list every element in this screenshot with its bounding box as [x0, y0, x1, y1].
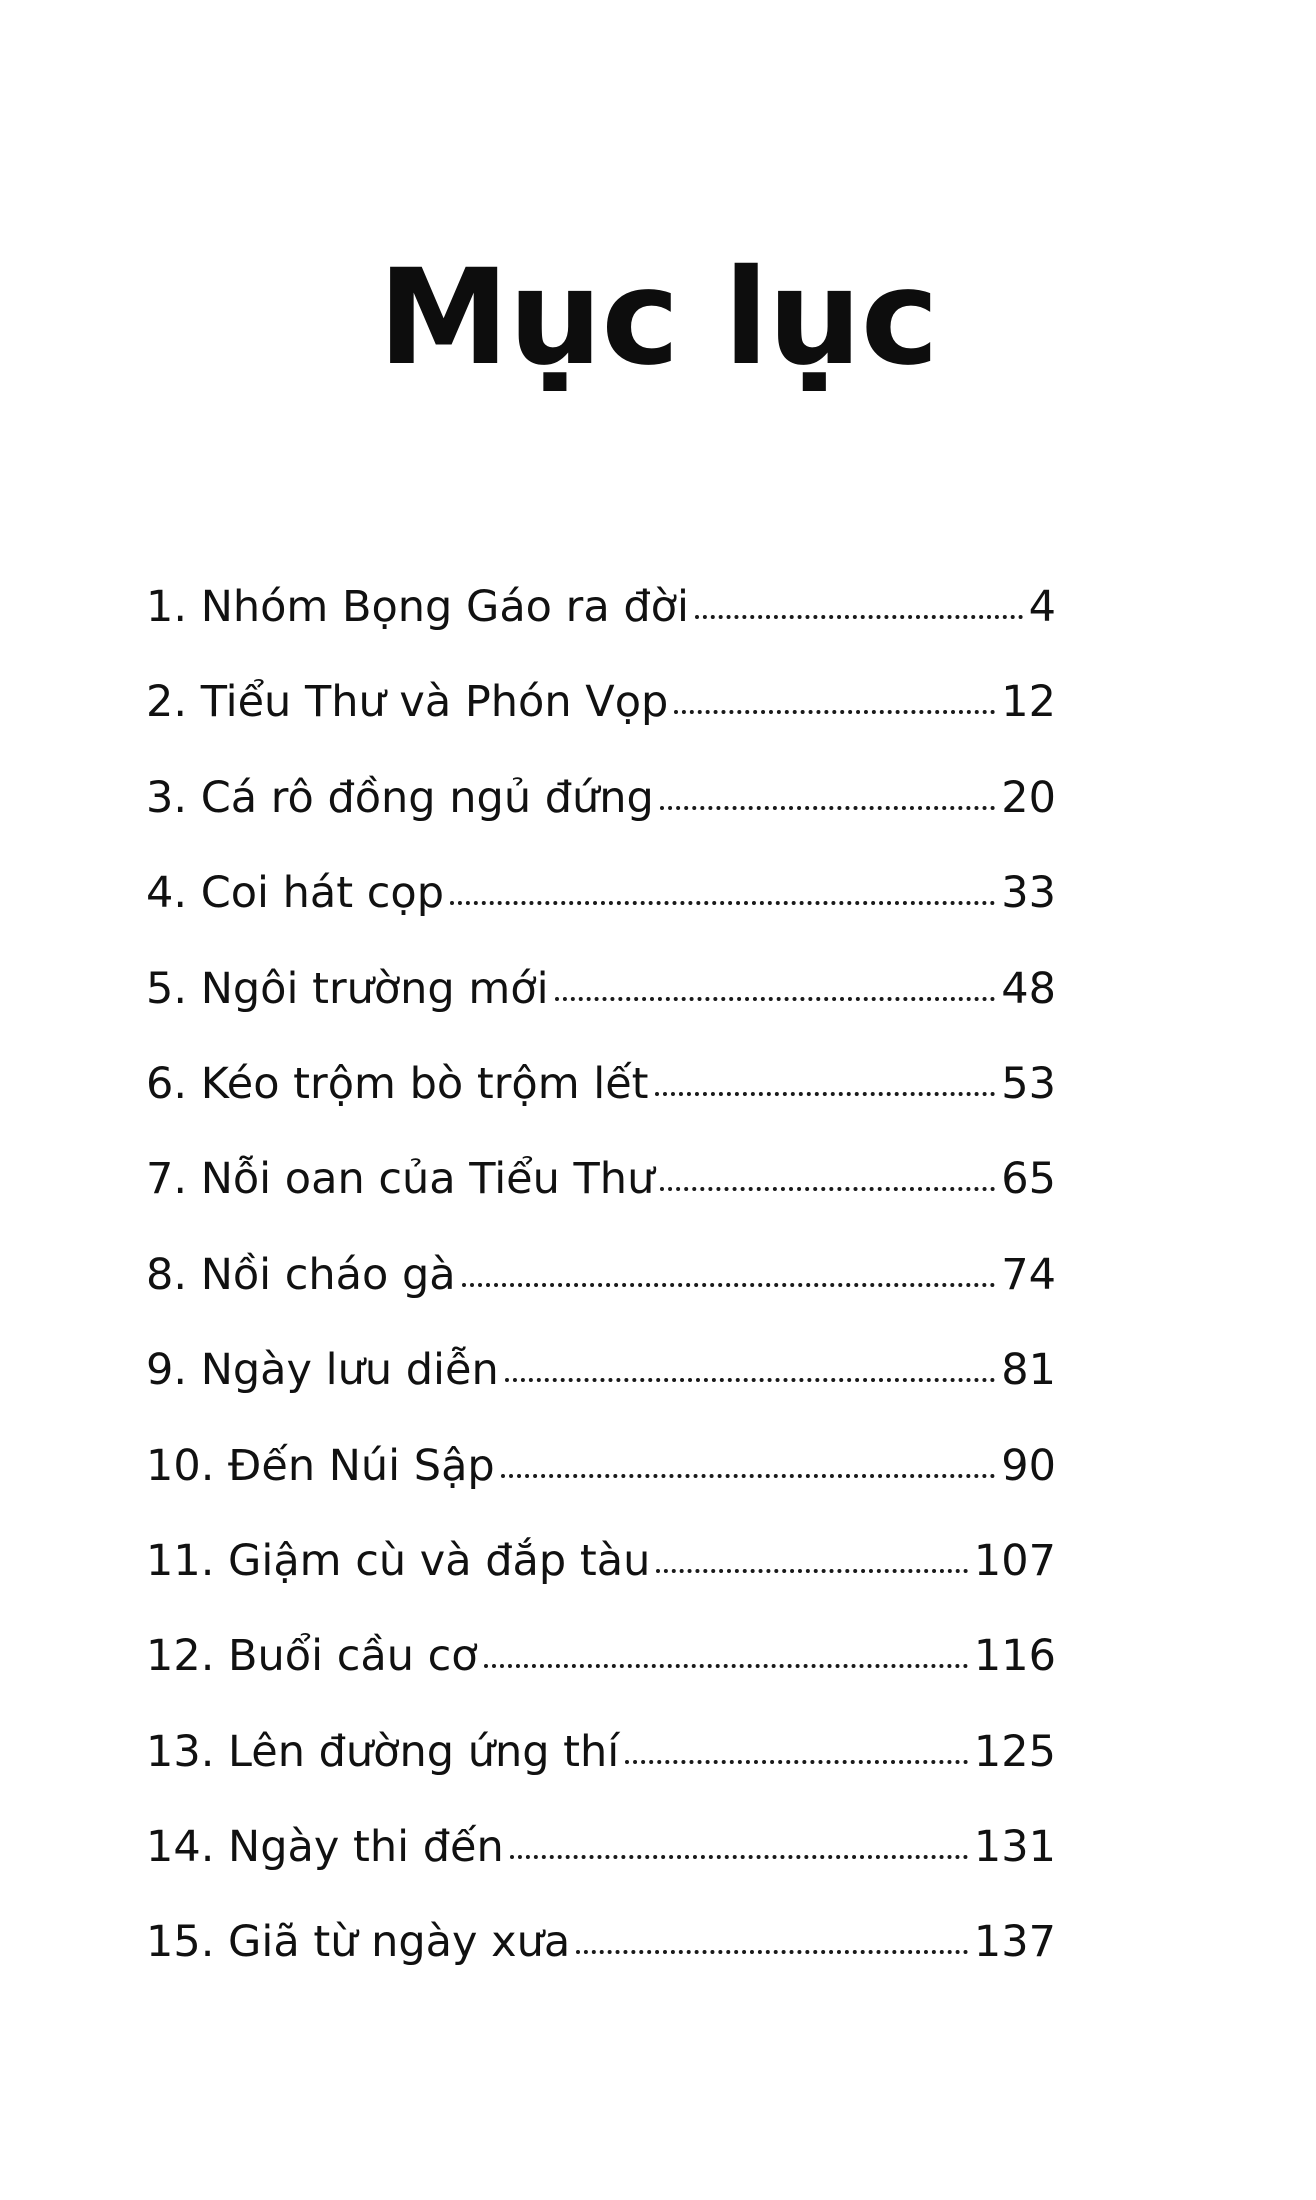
- toc-entry-page: 90: [1001, 1440, 1056, 1491]
- dot-leader: [510, 1851, 968, 1859]
- page-title: Mục lục: [378, 241, 938, 395]
- toc-entry-title: 6. Kéo trộm bò trộm lết: [146, 1058, 649, 1109]
- toc-entry: [146, 1609, 1056, 1704]
- toc-entry: [146, 1514, 1056, 1609]
- toc-entry-title: 13. Lên đường ứng thí: [146, 1726, 620, 1777]
- toc-entry-page: 116: [973, 1631, 1056, 1682]
- dot-leader: [625, 1756, 968, 1764]
- dot-leader: [695, 611, 1023, 619]
- toc-entry: [146, 1800, 1056, 1895]
- dot-leader: [505, 1374, 996, 1382]
- toc-entry-page: 107: [973, 1535, 1056, 1586]
- toc-entry-page: 131: [973, 1822, 1056, 1873]
- toc-entry: [146, 846, 1056, 941]
- dot-leader: [655, 1088, 996, 1096]
- toc-entry: [146, 1228, 1056, 1323]
- dot-leader: [674, 706, 995, 714]
- toc-entry-page: 137: [973, 1917, 1056, 1968]
- table-of-contents: [146, 560, 1056, 1991]
- toc-entry-title: 1. Nhóm Bọng Gáo ra đời: [146, 582, 689, 632]
- toc-entry-title: 4. Coi hát cọp: [146, 868, 445, 919]
- toc-entry-title: 5. Ngôi trường mới: [146, 963, 549, 1014]
- toc-entry: [146, 751, 1056, 846]
- dot-leader: [555, 993, 996, 1001]
- toc-entry: [146, 560, 1056, 655]
- toc-entry-page: 4: [1028, 582, 1056, 632]
- dot-leader: [484, 1660, 968, 1668]
- dot-leader: [656, 1565, 968, 1573]
- dot-leader: [660, 802, 995, 810]
- toc-entry-page: 125: [973, 1726, 1056, 1777]
- dot-leader: [576, 1946, 968, 1954]
- toc-entry: [146, 1705, 1056, 1800]
- toc-entry: [146, 1895, 1056, 1990]
- toc-entry-page: 74: [1001, 1249, 1056, 1300]
- toc-entry: [146, 1419, 1056, 1514]
- toc-entry-page: 48: [1001, 963, 1056, 1014]
- toc-entry-page: 12: [1001, 677, 1056, 728]
- toc-entry-page: 20: [1001, 772, 1056, 823]
- toc-entry-title: 8. Nồi cháo gà: [146, 1249, 456, 1300]
- toc-entry-page: 33: [1001, 868, 1056, 919]
- toc-entry: [146, 1132, 1056, 1227]
- toc-entry-page: 81: [1001, 1345, 1056, 1396]
- toc-entry: [146, 1323, 1056, 1418]
- toc-entry-title: 10. Đến Núi Sập: [146, 1440, 495, 1491]
- toc-entry-title: 3. Cá rô đồng ngủ đứng: [146, 772, 654, 823]
- toc-entry: [146, 655, 1056, 750]
- toc-entry: [146, 942, 1056, 1037]
- toc-entry-title: 11. Giậm cù và đắp tàu: [146, 1535, 651, 1586]
- dot-leader: [450, 897, 995, 905]
- toc-entry-page: 65: [1001, 1154, 1056, 1205]
- toc-entry-page: 53: [1001, 1058, 1056, 1109]
- dot-leader: [660, 1183, 995, 1191]
- toc-entry: [146, 1037, 1056, 1132]
- dot-leader: [501, 1470, 996, 1478]
- toc-entry-title: 2. Tiểu Thư và Phón Vọp: [146, 677, 669, 728]
- toc-entry-title: 7. Nỗi oan của Tiểu Thư: [146, 1154, 655, 1205]
- toc-entry-title: 15. Giã từ ngày xưa: [146, 1917, 571, 1968]
- toc-entry-title: 9. Ngày lưu diễn: [146, 1345, 499, 1396]
- toc-entry-title: 14. Ngày thi đến: [146, 1822, 504, 1873]
- dot-leader: [462, 1279, 996, 1287]
- toc-entry-title: 12. Buổi cầu cơ: [146, 1631, 478, 1682]
